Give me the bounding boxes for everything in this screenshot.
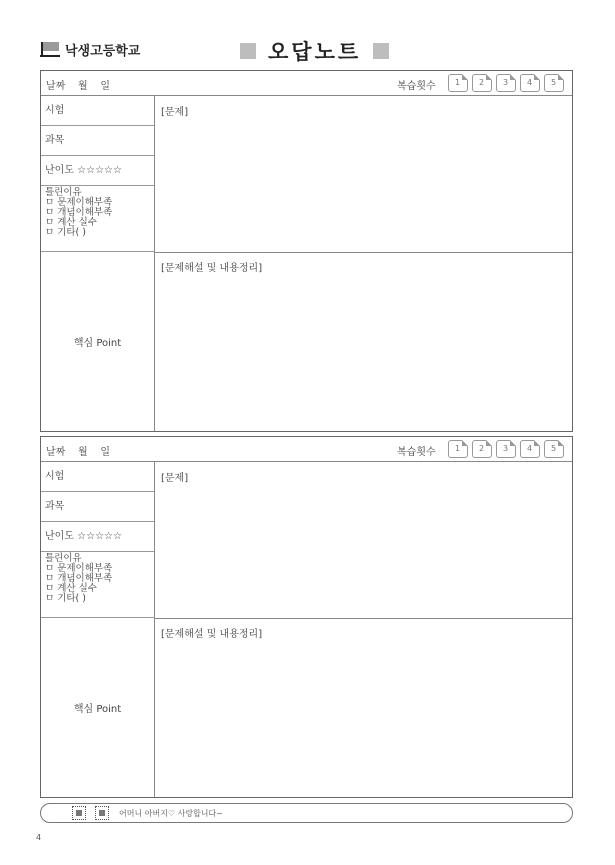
flag-icon <box>40 42 60 57</box>
review-box-3[interactable] <box>496 74 516 92</box>
exam-label: 시험 <box>45 471 65 482</box>
review-box-number: 5 <box>551 78 557 87</box>
title-square-left <box>240 43 256 59</box>
subject-field[interactable] <box>41 126 154 156</box>
subject-field[interactable] <box>41 492 154 522</box>
title-square-right <box>373 43 389 59</box>
review-count-label: 복습횟수 <box>397 81 436 92</box>
review-box-4[interactable] <box>520 440 540 458</box>
review-box-4[interactable] <box>520 74 540 92</box>
reason-option[interactable]: ㅁ 기타( ) <box>45 593 86 604</box>
sheet-top-row <box>41 437 572 462</box>
problem-label: [문제] <box>161 473 189 484</box>
reason-option[interactable]: ㅁ 개념이해부족 <box>45 207 113 218</box>
date-label: 날짜 월 일 <box>46 81 111 92</box>
exam-field[interactable] <box>41 96 154 126</box>
review-count-label: 복습횟수 <box>397 447 436 458</box>
review-box-5[interactable] <box>544 74 564 92</box>
review-box-number: 1 <box>455 444 461 453</box>
core-point-field <box>41 252 154 431</box>
wrong-reason-field <box>41 186 154 252</box>
review-box-number: 2 <box>479 78 485 87</box>
solution-label: [문제해설 및 내용정리] <box>161 263 263 274</box>
note-sheet-2 <box>40 436 573 798</box>
page-number: 4 <box>36 833 42 842</box>
core-point-field <box>41 618 154 797</box>
reason-option[interactable]: ㅁ 문제이해부족 <box>45 563 113 574</box>
review-box-number: 4 <box>527 78 533 87</box>
left-column <box>41 96 155 431</box>
difficulty-label: 난이도 ☆☆☆☆☆ <box>45 165 122 176</box>
review-box-3[interactable] <box>496 440 516 458</box>
exam-field[interactable] <box>41 462 154 492</box>
exam-label: 시험 <box>45 105 65 116</box>
difficulty-label: 난이도 ☆☆☆☆☆ <box>45 531 122 542</box>
school-name: 낙생고등학교 <box>65 44 141 59</box>
review-box-2[interactable] <box>472 440 492 458</box>
wrong-reason-field <box>41 552 154 618</box>
review-box-5[interactable] <box>544 440 564 458</box>
core-point-label: 핵심 Point <box>73 338 122 349</box>
review-box-1[interactable] <box>448 440 468 458</box>
review-box-number: 1 <box>455 78 461 87</box>
qr-code-icon <box>95 806 109 820</box>
subject-label: 과목 <box>45 501 65 512</box>
section-divider <box>155 252 572 253</box>
footer-message: 어머니 아버지♡ 사랑합니다~ <box>119 809 223 818</box>
subject-label: 과목 <box>45 135 65 146</box>
review-box-number: 5 <box>551 444 557 453</box>
review-box-1[interactable] <box>448 74 468 92</box>
reason-option[interactable]: ㅁ 개념이해부족 <box>45 573 113 584</box>
reason-option[interactable]: ㅁ 기타( ) <box>45 227 86 238</box>
reason-option[interactable]: ㅁ 문제이해부족 <box>45 197 113 208</box>
wrong-reason-title: 틀린이유 <box>45 187 82 198</box>
review-box-number: 2 <box>479 444 485 453</box>
date-label: 날짜 월 일 <box>46 447 111 458</box>
school-logo <box>40 40 140 59</box>
difficulty-field[interactable] <box>41 156 154 186</box>
review-box-number: 3 <box>503 78 509 87</box>
section-divider <box>155 618 572 619</box>
problem-label: [문제] <box>161 107 189 118</box>
page-header <box>40 36 575 64</box>
sheet-top-row <box>41 71 572 96</box>
qr-code-icon <box>72 806 86 820</box>
review-box-2[interactable] <box>472 74 492 92</box>
page-title: 오답노트 <box>268 40 362 64</box>
reason-option[interactable]: ㅁ 계산 실수 <box>45 217 97 228</box>
title-block <box>240 36 389 66</box>
review-boxes <box>448 74 564 92</box>
core-point-label: 핵심 Point <box>73 704 122 715</box>
solution-label: [문제해설 및 내용정리] <box>161 629 263 640</box>
difficulty-field[interactable] <box>41 522 154 552</box>
review-boxes <box>448 440 564 458</box>
reason-option[interactable]: ㅁ 계산 실수 <box>45 583 97 594</box>
review-box-number: 4 <box>527 444 533 453</box>
note-sheet-1 <box>40 70 573 432</box>
review-box-number: 3 <box>503 444 509 453</box>
left-column <box>41 462 155 797</box>
footer-banner <box>40 803 573 823</box>
wrong-reason-title: 틀린이유 <box>45 553 82 564</box>
